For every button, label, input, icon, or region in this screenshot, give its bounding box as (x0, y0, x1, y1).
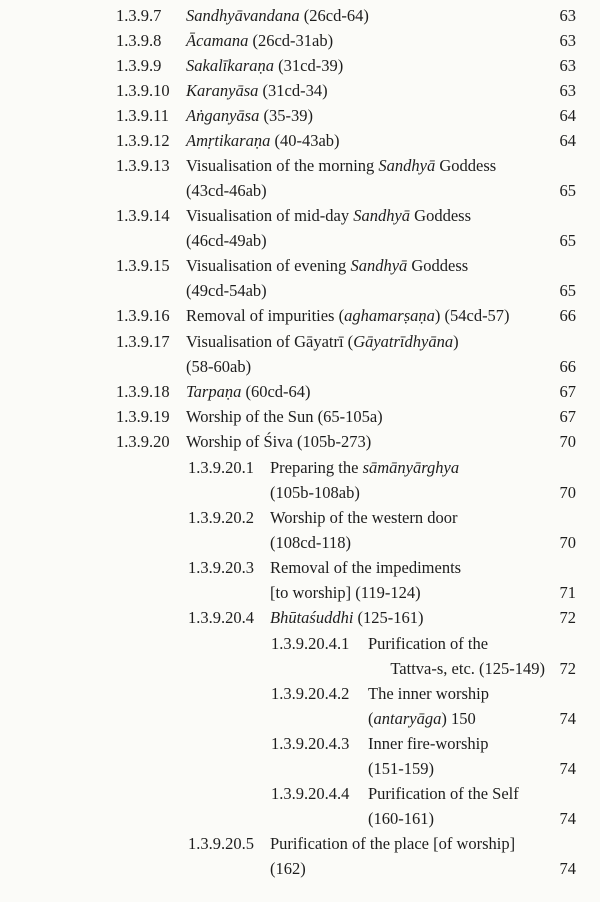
italic-term: aghamarṣaṇa (344, 306, 435, 325)
page-number: 63 (559, 6, 576, 25)
title-text: (31cd-34) (258, 81, 328, 100)
entry-title-continuation: [to worship] (119-124) (270, 583, 421, 602)
title-text: Goddess (435, 156, 497, 175)
title-text: (60cd-64) (241, 382, 311, 401)
entry-number: 1.3.9.20.4.3 (271, 734, 350, 753)
entry-title (368, 634, 488, 654)
entry-number: 1.3.9.20.4 (188, 608, 254, 627)
entry-title (186, 156, 496, 176)
page-number: 66 (559, 357, 576, 376)
title-text: ( (368, 709, 374, 728)
title-text: Goddess (410, 206, 471, 225)
italic-term: Gāyatrīdhyāna (353, 332, 454, 351)
entry-number: 1.3.9.10 (116, 81, 170, 100)
entry-title (186, 432, 371, 452)
page-number: 74 (559, 759, 576, 778)
entry-number: 1.3.9.12 (116, 131, 170, 150)
italic-term: Aṅganyāsa (186, 106, 260, 125)
entry-number: 1.3.9.20.4.4 (271, 784, 350, 803)
page-number: 74 (559, 709, 576, 728)
entry-number: 1.3.9.17 (116, 332, 170, 351)
title-text: ) (54cd-57) (434, 306, 510, 325)
title-text: Purification of the place [of worship] (270, 834, 516, 853)
title-text: ) (453, 332, 459, 351)
title-text: (125-161) (353, 608, 424, 627)
entry-title (186, 31, 333, 51)
page-number: 64 (559, 131, 576, 150)
page-number: 67 (559, 382, 576, 401)
entry-title (270, 834, 515, 854)
entry-title (270, 458, 459, 478)
entry-number: 1.3.9.20.2 (188, 508, 254, 527)
entry-title (186, 206, 471, 226)
page-number: 63 (559, 56, 576, 75)
entry-title (186, 81, 328, 101)
title-text: ) 150 (441, 709, 476, 728)
page-number: 63 (559, 81, 576, 100)
page-number: 72 (559, 659, 576, 678)
entry-title (186, 332, 459, 352)
entry-title (186, 56, 343, 76)
italic-term: Sandhyā (378, 156, 436, 175)
page-number: 71 (559, 583, 576, 602)
entry-title-continuation: (49cd-54ab) (186, 281, 267, 300)
entry-number: 1.3.9.15 (116, 256, 170, 275)
title-text: Removal of the impediments (270, 558, 462, 577)
entry-title-continuation: (108cd-118) (270, 533, 351, 552)
title-text: Preparing the (270, 458, 363, 477)
entry-number: 1.3.9.14 (116, 206, 170, 225)
entry-number: 1.3.9.20.3 (188, 558, 254, 577)
entry-number: 1.3.9.8 (116, 31, 162, 50)
page-number: 70 (559, 432, 576, 451)
title-text: Purification of the (368, 634, 489, 653)
title-text: Worship of Śiva (105b-273) (186, 432, 372, 451)
page-number: 65 (559, 231, 576, 250)
entry-title-continuation: (162) (270, 859, 306, 878)
title-text: (35-39) (259, 106, 313, 125)
title-text: Purification of the Self (368, 784, 519, 803)
page-number: 74 (559, 859, 576, 878)
entry-title (186, 306, 510, 326)
entry-number: 1.3.9.20.4.1 (271, 634, 350, 653)
entry-number: 1.3.9.20.1 (188, 458, 254, 477)
entry-title-continuation: (43cd-46ab) (186, 181, 267, 200)
entry-title (368, 734, 489, 754)
entry-title (186, 407, 383, 427)
page-number: 67 (559, 407, 576, 426)
page-number: 74 (559, 809, 576, 828)
entry-title (368, 684, 489, 704)
entry-number: 1.3.9.16 (116, 306, 170, 325)
italic-term: Bhūtaśuddhi (270, 608, 354, 627)
title-text: Visualisation of the morning (186, 156, 379, 175)
italic-term: Sandhyā (353, 206, 411, 225)
italic-term: sāmānyārghya (362, 458, 460, 477)
entry-number: 1.3.9.20.4.2 (271, 684, 350, 703)
italic-term: Sandhyā (350, 256, 408, 275)
entry-title (368, 784, 519, 804)
entry-number: 1.3.9.13 (116, 156, 170, 175)
entry-title (186, 256, 468, 276)
entry-title (270, 608, 424, 628)
entry-number: 1.3.9.11 (116, 106, 170, 125)
title-text: (40-43ab) (270, 131, 340, 150)
entry-title-continuation: Tattva-s, etc. (125-149) (390, 659, 545, 678)
italic-term: antaryāga (373, 709, 442, 728)
italic-term: Sakalīkaraṇa (186, 56, 274, 75)
title-text: Visualisation of mid-day (186, 206, 354, 225)
title-text: Worship of the Sun (65-105a) (186, 407, 383, 426)
entry-title (186, 6, 369, 26)
italic-term: Sandhyāvandana (186, 6, 300, 25)
entry-title-continuation: (105b-108ab) (270, 483, 360, 502)
title-text: (26cd-64) (299, 6, 369, 25)
entry-title (186, 382, 311, 402)
italic-term: Ācamana (186, 31, 249, 50)
page-number: 70 (559, 483, 576, 502)
italic-term: Tarpaṇa (186, 382, 242, 401)
entry-number: 1.3.9.9 (116, 56, 162, 75)
italic-term: Amṛtikaraṇa (186, 131, 271, 150)
entry-number: 1.3.9.7 (116, 6, 162, 25)
title-text: (26cd-31ab) (248, 31, 334, 50)
entry-title-continuation: (160-161) (368, 809, 434, 828)
title-text: Inner fire-worship (368, 734, 489, 753)
entry-title-continuation: (58-60ab) (186, 357, 252, 376)
title-text: Worship of the western door (270, 508, 458, 527)
title-text: Visualisation of Gāyatrī ( (186, 332, 354, 351)
entry-title-continuation: (46cd-49ab) (186, 231, 267, 250)
entry-title (270, 558, 461, 578)
title-text: Visualisation of evening (186, 256, 351, 275)
page-number: 66 (559, 306, 576, 325)
title-text: (31cd-39) (274, 56, 344, 75)
entry-number: 1.3.9.19 (116, 407, 170, 426)
page-number: 65 (559, 181, 576, 200)
entry-number: 1.3.9.18 (116, 382, 170, 401)
entry-number: 1.3.9.20 (116, 432, 170, 451)
entry-title-continuation: (151-159) (368, 759, 434, 778)
entry-title (270, 508, 457, 528)
page-number: 65 (559, 281, 576, 300)
title-text: The inner worship (368, 684, 489, 703)
italic-term: Karanyāsa (186, 81, 259, 100)
entry-number: 1.3.9.20.5 (188, 834, 254, 853)
entry-title-continuation (368, 709, 476, 729)
page-number: 63 (559, 31, 576, 50)
entry-title (186, 131, 340, 151)
page-number: 72 (559, 608, 576, 627)
title-text: Goddess (407, 256, 469, 275)
page-number: 70 (559, 533, 576, 552)
title-text: Removal of impurities ( (186, 306, 345, 325)
entry-title (186, 106, 313, 126)
page-number: 64 (559, 106, 576, 125)
